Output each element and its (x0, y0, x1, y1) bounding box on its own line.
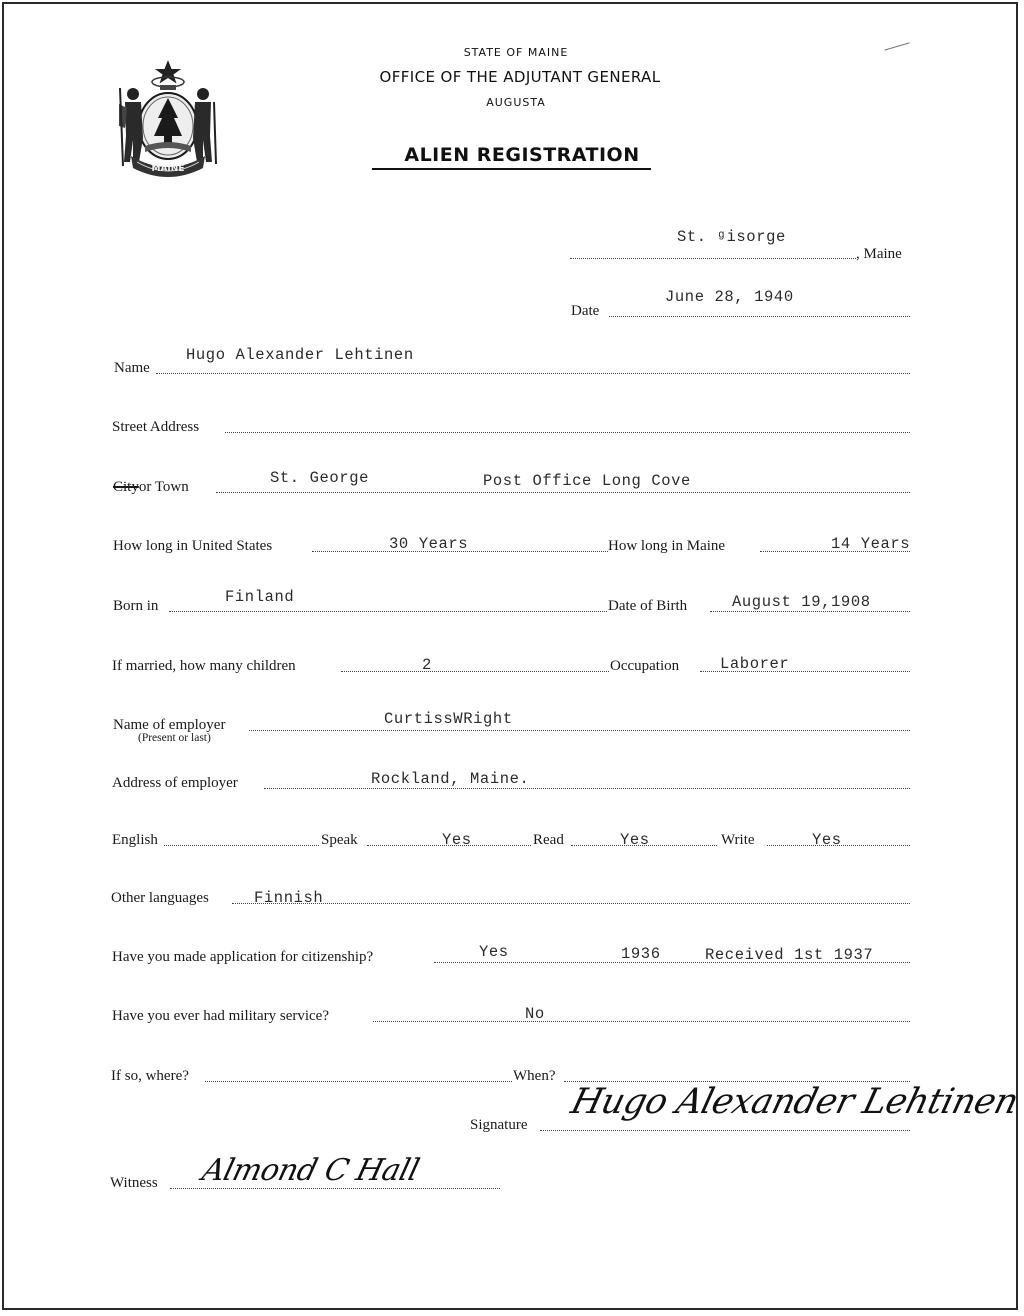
read-value: Yes (620, 831, 650, 849)
write-value: Yes (812, 831, 842, 849)
speak-value: Yes (442, 831, 472, 849)
place-line (570, 258, 856, 259)
read-label: Read (533, 832, 564, 848)
city-label-struck: City (113, 479, 139, 495)
street-address-label: Street Address (112, 419, 200, 435)
english-line (164, 845, 319, 846)
employer-value: CurtissWRight (384, 710, 513, 728)
citizenship-year: 1936 (621, 945, 661, 963)
military-label: Have you ever had military service? (112, 1008, 329, 1024)
signature-line (540, 1130, 910, 1131)
how-long-us-value: 30 Years (389, 535, 469, 553)
city-town-value: St. George (270, 469, 370, 487)
how-long-maine-value: 14 Years (831, 535, 911, 553)
street-address-line (225, 432, 910, 433)
other-languages-value: Finnish (254, 889, 324, 907)
when-label: When? (513, 1068, 556, 1084)
date-of-birth-line (710, 611, 910, 612)
city-town-line (216, 492, 910, 493)
place-value: St. ᵍisorge (677, 228, 786, 246)
title-underline (372, 168, 651, 170)
witness-line (170, 1188, 500, 1189)
date-line (609, 316, 910, 317)
employer-address-value: Rockland, Maine. (371, 770, 530, 788)
born-in-line (169, 611, 607, 612)
city-label-rest: or Town (138, 479, 189, 495)
other-languages-line (232, 903, 910, 904)
where-label: If so, where? (111, 1068, 189, 1084)
seal-banner: MAINE (151, 164, 185, 174)
name-value: Hugo Alexander Lehtinen (186, 346, 414, 364)
signature-label: Signature (470, 1117, 528, 1133)
city-town-post-office: Post Office Long Cove (483, 472, 691, 490)
employer-sublabel: (Present or last) (138, 732, 211, 744)
citizenship-value: Yes (479, 943, 509, 961)
children-label: If married, how many children (112, 658, 296, 674)
name-label: Name (114, 360, 150, 376)
name-line (156, 373, 910, 374)
date-of-birth-value: August 19,1908 (732, 593, 871, 611)
witness-signature: Almond C Hall (198, 1153, 423, 1188)
place-suffix: , Maine (856, 246, 902, 262)
military-value: No (525, 1005, 545, 1023)
citizenship-label: Have you made application for citizenship? (112, 949, 374, 965)
born-in-value: Finland (225, 588, 295, 606)
how-long-maine-label: How long in Maine (608, 538, 726, 554)
form-title: ALIEN REGISTRATION (404, 144, 640, 166)
employer-label: Name of employer (113, 717, 226, 733)
other-languages-label: Other languages (111, 890, 209, 906)
military-line (373, 1021, 910, 1022)
employer-address-label: Address of employer (112, 775, 238, 791)
born-in-label: Born in (113, 598, 159, 614)
date-of-birth-label: Date of Birth (608, 598, 688, 614)
occupation-value: Laborer (720, 655, 790, 673)
speak-label: Speak (321, 832, 358, 848)
header-state: STATE OF MAINE (463, 46, 569, 59)
how-long-us-label: How long in United States (113, 538, 273, 554)
where-line (205, 1081, 512, 1082)
applicant-signature: Hugo Alexander Lehtinen (567, 1082, 1023, 1122)
write-label: Write (721, 832, 755, 848)
witness-label: Witness (110, 1175, 158, 1191)
date-value: June 28, 1940 (665, 288, 794, 306)
employer-address-line (264, 788, 910, 789)
children-value: 2 (422, 656, 432, 674)
header-office: OFFICE OF THE ADJUTANT GENERAL (379, 68, 661, 86)
english-label: English (112, 832, 158, 848)
children-line (341, 671, 609, 672)
citizenship-received: Received 1st 1937 (705, 946, 874, 964)
header-city: AUGUSTA (486, 96, 546, 109)
date-label: Date (571, 303, 600, 319)
city-town-label (113, 479, 189, 496)
occupation-label: Occupation (610, 658, 680, 674)
employer-line (249, 730, 910, 731)
